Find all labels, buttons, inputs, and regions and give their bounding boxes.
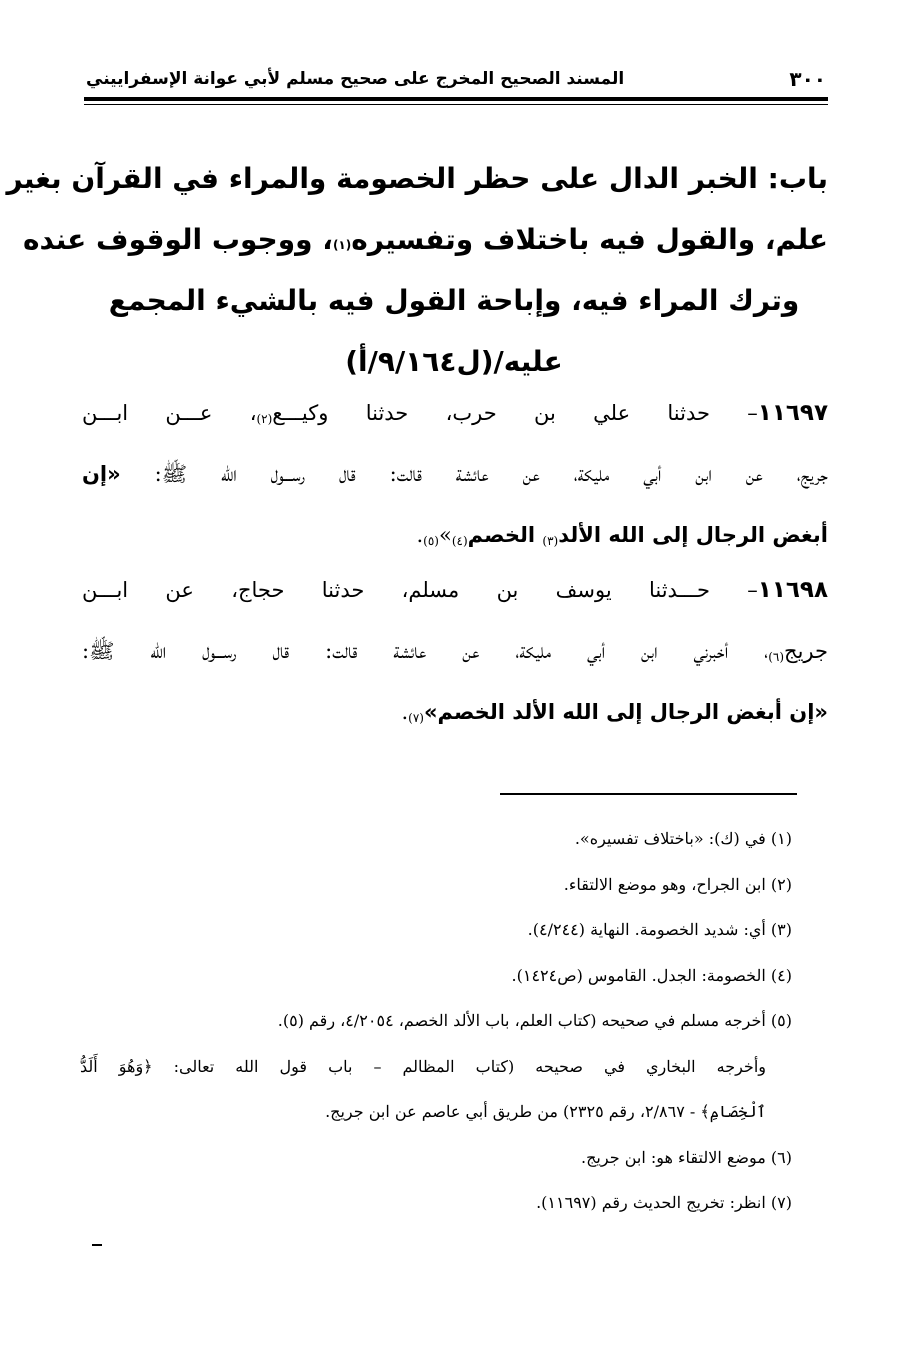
hadith-line: أبغض الرجال إلى الله الألد$^{(٣)}$ الخصم$^{(٤)}$»$^{(٥)}$.	[416, 523, 828, 548]
footnote-3: (٣) أي: شديد الخصومة. النهاية (٤/٢٤٤).	[527, 920, 792, 939]
footnote-ref: (٦)	[768, 650, 785, 664]
footnote-4: (٤) الخصومة: الجدل. القاموس (ص١٤٢٤).	[511, 965, 792, 985]
header-rule-thick	[84, 97, 828, 101]
chapter-line-2: علم، والقول فيه باختلاف وتفسيره$^{(١)}$، ووجوب الوقوف عنده	[23, 223, 828, 256]
footnote-2: (٢) ابن الجراح، وهو موضع الالتقاء.	[563, 874, 792, 894]
footnote-ref: (٢)	[256, 412, 273, 426]
hadith-line: ١١٦٩٨– حـــدثنا يوسف بن مسلم، حدثنا حجاج، عن ابـــن	[82, 577, 828, 603]
footnote-6: (٦) موضع الالتقاء هو: ابن جريج.	[581, 1147, 792, 1167]
footnote-ref: (٧)	[408, 711, 424, 725]
footnote-7: (٧) انظر: تخريج الحديث رقم (١١٦٩٧).	[536, 1193, 792, 1212]
hadith-line: «إن أبغض الرجال إلى الله الألد الخصم»$^{(٧)}$.	[401, 700, 828, 725]
chapter-line-3: وترك المراء فيه، وإباحة القول فيه بالشيء المجمع	[108, 284, 800, 317]
chapter-line-4: عليه/(ل٩/١٦٤/أ)	[345, 345, 563, 378]
hadith-line: ١١٦٩٧– حدثنا علي بن حرب، حدثنا وكيـــع$^{(٢)}$، عـــن ابـــن	[82, 400, 828, 426]
footnote-5-cont: ٱلْخِصَامِ﴾ - ٢/٨٦٧، رقم ٢٣٢٥) من طريق أبي عاصم عن ابن جريج.	[325, 1102, 766, 1121]
footnote-ref: (٥)	[423, 534, 439, 548]
footnotes	[80, 816, 828, 1226]
footnote-ref: (٤)	[451, 534, 468, 548]
hadith-11697	[82, 383, 828, 566]
book-title: المسند الصحيح المخرج على صحيح مسلم لأبي عوانة الإسفراييني	[86, 69, 625, 89]
header-rule-thin	[84, 104, 828, 105]
margin-mark	[92, 1244, 102, 1246]
hadith-number: ١١٦٩٧	[757, 400, 828, 426]
footnote-separator	[500, 793, 797, 795]
chapter-heading	[6, 148, 828, 392]
footnote-ref: (٣)	[542, 534, 559, 548]
footnote-5: (٥) أخرجه مسلم في صحيحه (كتاب العلم، باب الألد الخصم، ٤/٢٠٥٤، رقم (٥).	[277, 1011, 792, 1030]
page-number: ٣٠٠	[789, 67, 826, 91]
hadith-number: ١١٦٩٨	[757, 577, 828, 603]
footnote-1: (١) في (ك): «باختلاف تفسيره».	[574, 829, 792, 848]
chapter-line-1: باب: الخبر الدال على حظر الخصومة والمراء في القرآن بغير	[6, 162, 828, 195]
hadith-line: جريج$^{(٦)}$، أخبرني ابن أبي مليكة، عن عائشة قالت: قال رســـول الله ﷺ:	[82, 639, 828, 664]
hadith-line: جريج، عن ابن أبي مليكة، عن عائشة قالت: قال رســـول الله ﷺ: «إن	[82, 462, 828, 486]
footnote-5-cont: وأخرجه البخاري في صحيحه (كتاب المظالم – باب قول الله تعالى: ﴿وَهُوَ أَلَدُّ	[80, 1056, 766, 1076]
footnote-ref-1: (١)	[332, 238, 352, 252]
hadith-11698	[82, 560, 828, 743]
running-header	[86, 62, 826, 96]
